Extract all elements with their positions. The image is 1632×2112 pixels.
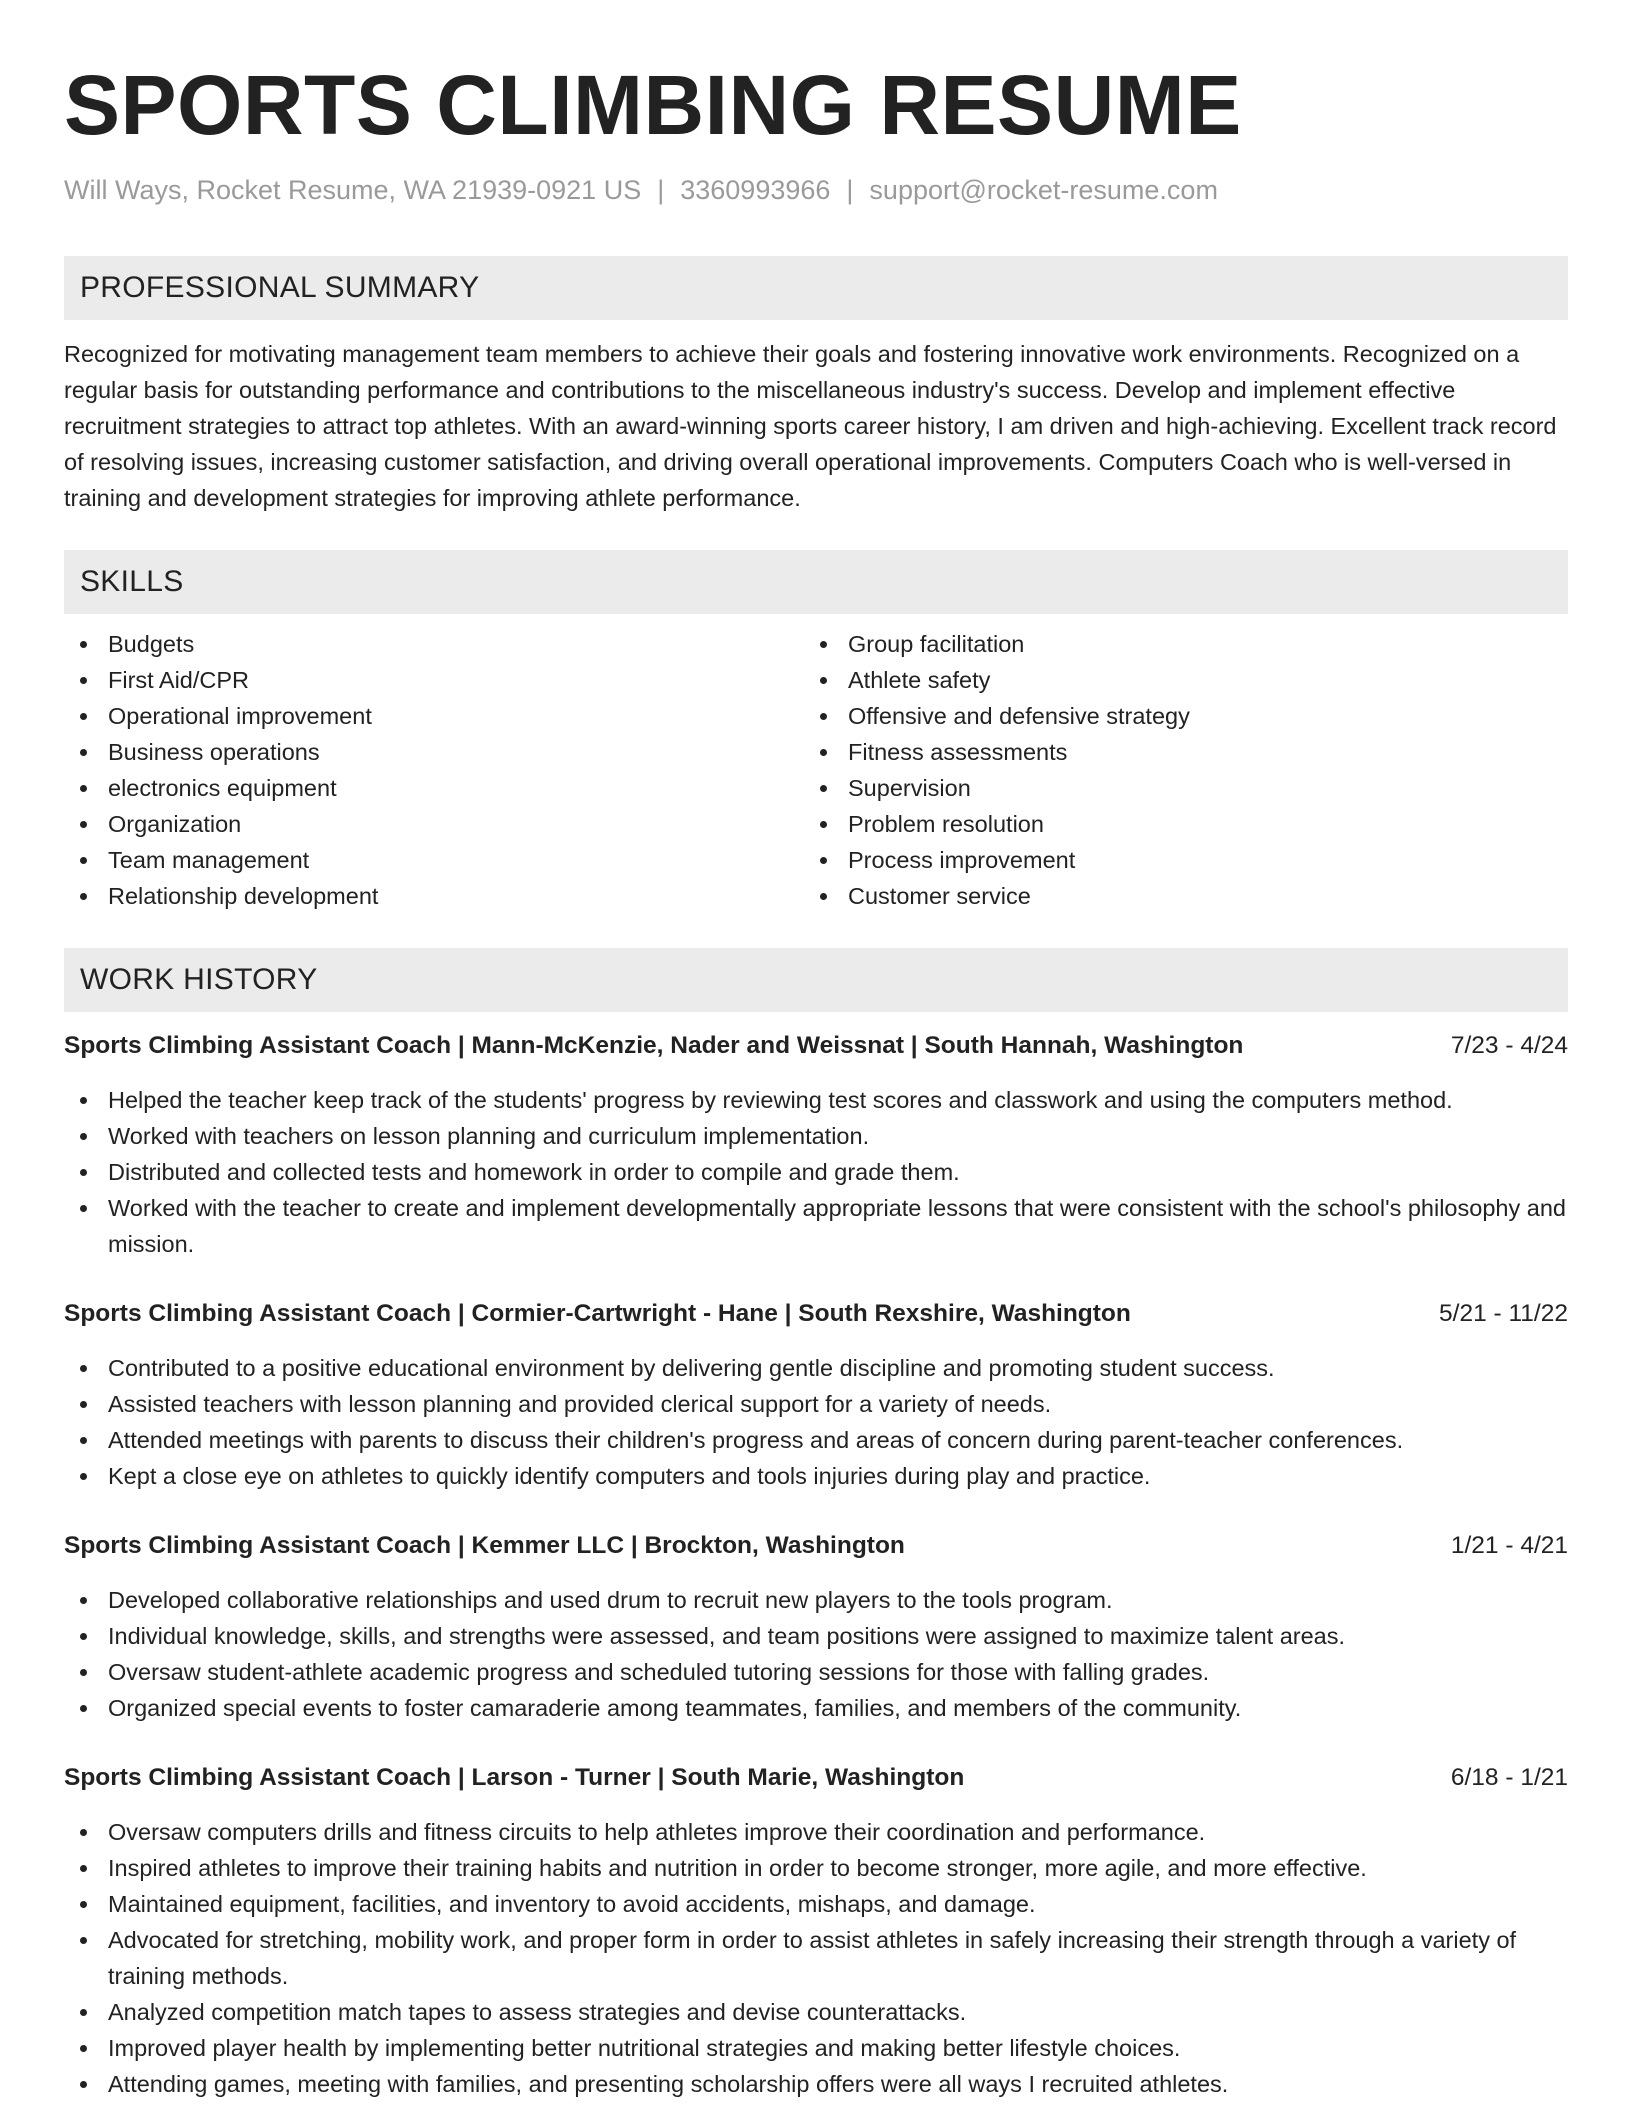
skills-column-left	[64, 626, 804, 914]
skill-item: Athlete safety	[804, 662, 1544, 698]
section-title: PROFESSIONAL SUMMARY	[80, 271, 480, 304]
skill-item: Process improvement	[804, 842, 1544, 878]
job-dates: 7/23 - 4/24	[1450, 1032, 1568, 1059]
job-bullets	[64, 1350, 1568, 1494]
job-bullet: Oversaw computers drills and fitness circuits to help athletes improve their coordination and performance.	[64, 1814, 1568, 1850]
job-bullet: Developed collaborative relationships and used drum to recruit new players to the tools program.	[64, 1582, 1568, 1618]
job-bullet: Worked with the teacher to create and implement developmentally appropriate lessons that were consistent with the school's philosophy and mission.	[64, 1190, 1568, 1262]
job-bullet: Analyzed competition match tapes to assess strategies and devise counterattacks.	[64, 1994, 1568, 2030]
skill-item: Supervision	[804, 770, 1544, 806]
job-bullet: Distributed and collected tests and homework in order to compile and grade them.	[64, 1154, 1568, 1190]
job-bullet: Attended meetings with parents to discuss their children's progress and areas of concern during parent-teacher conferences.	[64, 1422, 1568, 1458]
skill-item: Organization	[64, 806, 804, 842]
section-title: SKILLS	[80, 565, 184, 598]
skill-item: Budgets	[64, 626, 804, 662]
job-bullet: Attending games, meeting with families, and presenting scholarship offers were all ways I recruited athletes.	[64, 2066, 1568, 2102]
job-bullet: Improved player health by implementing better nutritional strategies and making better lifestyle choices.	[64, 2030, 1568, 2066]
skill-item: Team management	[64, 842, 804, 878]
job-bullet: Assisted teachers with lesson planning and provided clerical support for a variety of needs.	[64, 1386, 1568, 1422]
section-header-skills	[64, 550, 1568, 614]
contact-phone: 3360993966	[680, 175, 831, 205]
skills-grid	[64, 626, 1568, 914]
job-header	[64, 1528, 1568, 1564]
job-dates: 1/21 - 4/21	[1450, 1532, 1568, 1559]
job-title: Sports Climbing Assistant Coach | Larson - Turner | South Marie, Washington	[64, 1764, 965, 1791]
skills-column-right	[804, 626, 1544, 914]
skill-item: First Aid/CPR	[64, 662, 804, 698]
job-title: Sports Climbing Assistant Coach | Kemmer LLC | Brockton, Washington	[64, 1532, 905, 1559]
job-bullet: Contributed to a positive educational environment by delivering gentle discipline and promoting student success.	[64, 1350, 1568, 1386]
job-bullet: Kept a close eye on athletes to quickly identify computers and tools injuries during play and practice.	[64, 1458, 1568, 1494]
contact-line	[64, 170, 1568, 210]
section-header-summary	[64, 256, 1568, 320]
job-bullet: Organized special events to foster camaraderie among teammates, families, and members of the community.	[64, 1690, 1568, 1726]
skill-item: Offensive and defensive strategy	[804, 698, 1544, 734]
skill-item: Customer service	[804, 878, 1544, 914]
job-dates: 6/18 - 1/21	[1450, 1764, 1568, 1791]
job-title: Sports Climbing Assistant Coach | Cormier-Cartwright - Hane | South Rexshire, Washington	[64, 1300, 1131, 1327]
job-header	[64, 1296, 1568, 1332]
job-bullet: Individual knowledge, skills, and strengths were assessed, and team positions were assigned to maximize talent areas.	[64, 1618, 1568, 1654]
job-bullet: Helped the teacher keep track of the students' progress by reviewing test scores and classwork and using the computers method.	[64, 1082, 1568, 1118]
job-bullets	[64, 1082, 1568, 1262]
job-entry	[64, 1760, 1568, 2102]
contact-email: support@rocket-resume.com	[869, 175, 1218, 205]
skill-item: Group facilitation	[804, 626, 1544, 662]
contact-separator: |	[657, 175, 665, 205]
skill-item: electronics equipment	[64, 770, 804, 806]
skill-item: Problem resolution	[804, 806, 1544, 842]
skill-item: Fitness assessments	[804, 734, 1544, 770]
resume-title: SPORTS CLIMBING RESUME	[64, 58, 1242, 152]
job-header	[64, 1760, 1568, 1796]
contact-separator: |	[846, 175, 854, 205]
section-title: WORK HISTORY	[80, 963, 318, 996]
section-header-work-history	[64, 948, 1568, 1012]
skill-item: Operational improvement	[64, 698, 804, 734]
skills-list-left	[64, 626, 804, 914]
job-entry	[64, 1028, 1568, 1262]
job-title: Sports Climbing Assistant Coach | Mann-McKenzie, Nader and Weissnat | South Hannah, Washington	[64, 1032, 1244, 1059]
job-entry	[64, 1528, 1568, 1726]
job-bullet: Worked with teachers on lesson planning and curriculum implementation.	[64, 1118, 1568, 1154]
job-bullet: Inspired athletes to improve their training habits and nutrition in order to become stronger, more agile, and more effective.	[64, 1850, 1568, 1886]
contact-address: Will Ways, Rocket Resume, WA 21939-0921 US	[64, 175, 642, 205]
job-entry	[64, 1296, 1568, 1494]
job-dates: 5/21 - 11/22	[1439, 1300, 1568, 1327]
skill-item: Business operations	[64, 734, 804, 770]
job-header	[64, 1028, 1568, 1064]
job-bullet: Oversaw student-athlete academic progress and scheduled tutoring sessions for those with falling grades.	[64, 1654, 1568, 1690]
job-bullet: Maintained equipment, facilities, and inventory to avoid accidents, mishaps, and damage.	[64, 1886, 1568, 1922]
summary-text: Recognized for motivating management team members to achieve their goals and fostering innovative work environments. Recognized on a regular basis for outstanding performance and contributions to the miscellaneous industry's success. Develop and implement effective recruitment strategies to attract top athletes. With an award-winning sports career history, I am driven and high-achieving. Excellent track record of resolving issues, increasing customer satisfaction, and driving overall operational improvements. Computers Coach who is well-versed in training and development strategies for improving athlete performance.	[64, 341, 1557, 511]
job-bullet: Advocated for stretching, mobility work, and proper form in order to assist athletes in safely increasing their strength through a variety of training methods.	[64, 1922, 1568, 1994]
skill-item: Relationship development	[64, 878, 804, 914]
job-bullets	[64, 1814, 1568, 2102]
job-bullets	[64, 1582, 1568, 1726]
skills-list-right	[804, 626, 1544, 914]
